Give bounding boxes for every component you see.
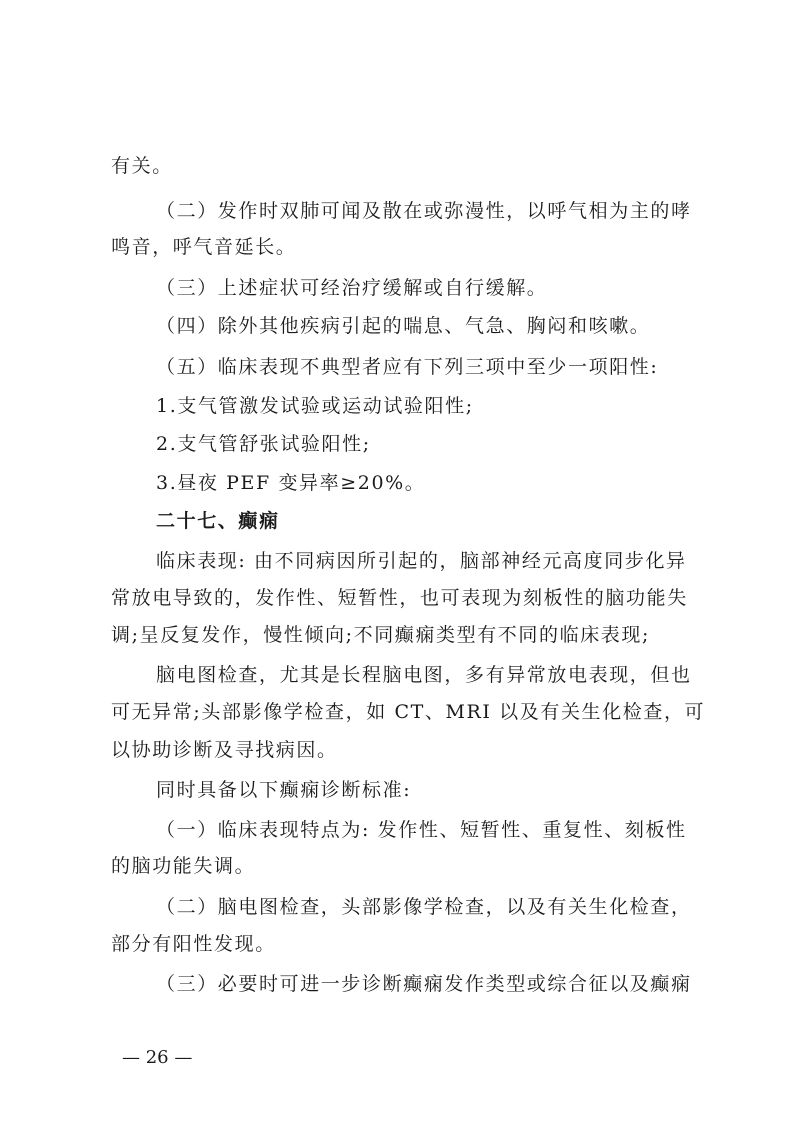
- text-line: 的脑功能失调。: [111, 855, 256, 877]
- text-line: （三）上述症状可经治疗缓解或自行缓解。: [156, 277, 548, 299]
- section-heading: 二十七、癫痫: [156, 510, 280, 532]
- text-line: 脑电图检查，尤其是长程脑电图，多有异常放电表现，但也: [156, 664, 692, 686]
- text-line: 1.支气管激发试验或运动试验阳性;: [156, 395, 474, 417]
- text-line: 2.支气管舒张试验阳性;: [156, 433, 371, 455]
- text-line: 以协助诊断及寻找病因。: [111, 739, 338, 761]
- text-line: （四）除外其他疾病引起的喘息、气急、胸闷和咳嗽。: [156, 315, 651, 337]
- text-line: 可无异常;头部影像学检查，如 CT、MRI 以及有关生化检查，可: [111, 701, 706, 723]
- text-line: 临床表现: 由不同病因所引起的，脑部神经元高度同步化异: [156, 550, 687, 572]
- text-line: 3.昼夜 PEF 变异率≥20%。: [156, 472, 426, 494]
- text-line: 部分有阳性发现。: [111, 933, 276, 955]
- text-line: （二）脑电图检查，头部影像学检查，以及有关生化检查，: [156, 896, 692, 918]
- text-line: （五）临床表现不典型者应有下列三项中至少一项阳性:: [156, 356, 659, 378]
- text-line: 常放电导致的，发作性、短暂性，也可表现为刻板性的脑功能失: [111, 587, 688, 609]
- text-line: 有关。: [111, 155, 173, 177]
- text-line: （二）发作时双肺可闻及散在或弥漫性，以呼气相为主的哮: [156, 200, 692, 222]
- text-line: 鸣音，呼气音延长。: [111, 236, 297, 258]
- text-line: （三）必要时可进一步诊断癫痫发作类型或综合征以及癫痫: [156, 973, 692, 995]
- text-line: 同时具备以下癫痫诊断标准:: [156, 779, 412, 801]
- text-line: 调;呈反复发作，慢性倾向;不同癫痫类型有不同的临床表现;: [111, 624, 651, 646]
- text-line: （一）临床表现特点为: 发作性、短暂性、重复性、刻板性: [156, 819, 687, 841]
- page-number: — 26 —: [122, 1047, 193, 1068]
